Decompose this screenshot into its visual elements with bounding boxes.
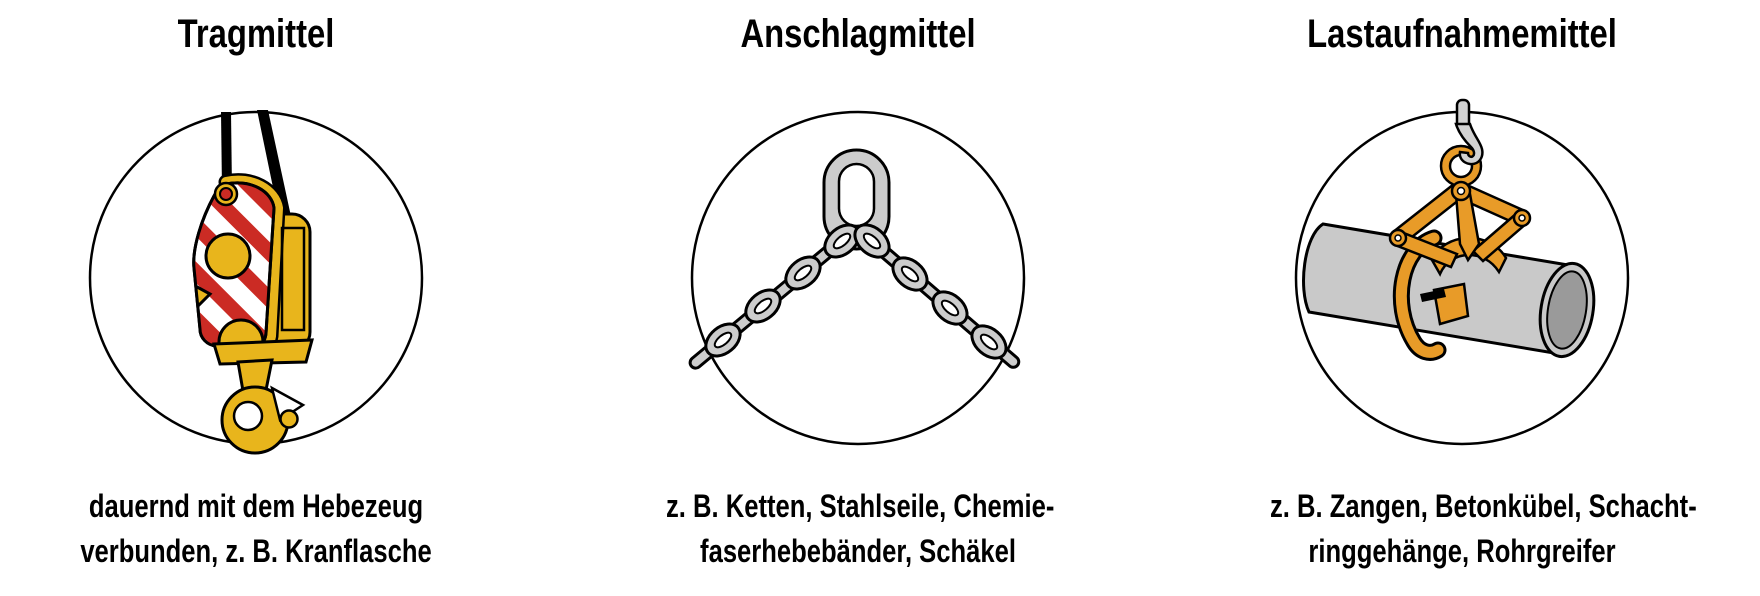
caption-anschlagmittel bbox=[666, 484, 1055, 574]
caption-line: z. B. Ketten, Stahlseile, Chemie- bbox=[666, 488, 1055, 524]
master-link-opening bbox=[839, 164, 874, 226]
caption-tragmittel bbox=[64, 484, 448, 574]
caption-line: z. B. Zangen, Betonkübel, Schacht- bbox=[1270, 488, 1697, 524]
crane-hook-block-illustration bbox=[76, 98, 436, 458]
column-anschlagmittel bbox=[618, 0, 1098, 596]
caption-line: ringgehänge, Rohrgreifer bbox=[1308, 533, 1616, 569]
caption-line: dauernd mit dem Hebezeug bbox=[88, 488, 424, 524]
band-tab bbox=[1434, 284, 1468, 324]
caption-lastaufnahmemittel bbox=[1270, 484, 1697, 574]
elbow-bolt-left-pin bbox=[1395, 235, 1401, 241]
column-tragmittel bbox=[16, 0, 496, 596]
eyelet-pin bbox=[220, 188, 232, 200]
caption-line: faserhebebänder, Schäkel bbox=[700, 533, 1016, 569]
axle-hub bbox=[206, 234, 250, 278]
title-anschlagmittel: Anschlagmittel bbox=[740, 12, 976, 56]
caption-line: verbunden, z. B. Kranflasche bbox=[80, 533, 432, 569]
top-pivot-pin bbox=[1458, 188, 1465, 195]
chain-sling-illustration bbox=[678, 98, 1038, 458]
hook-eye bbox=[234, 402, 262, 430]
title-tragmittel: Tragmittel bbox=[177, 12, 335, 56]
hook-tip bbox=[281, 411, 298, 428]
column-lastaufnahmemittel bbox=[1222, 0, 1702, 596]
elbow-bolt-right-pin bbox=[1519, 215, 1525, 221]
title-lastaufnahmemittel: Lastaufnahmemittel bbox=[1307, 12, 1617, 56]
pipe-grab-illustration bbox=[1282, 98, 1642, 458]
